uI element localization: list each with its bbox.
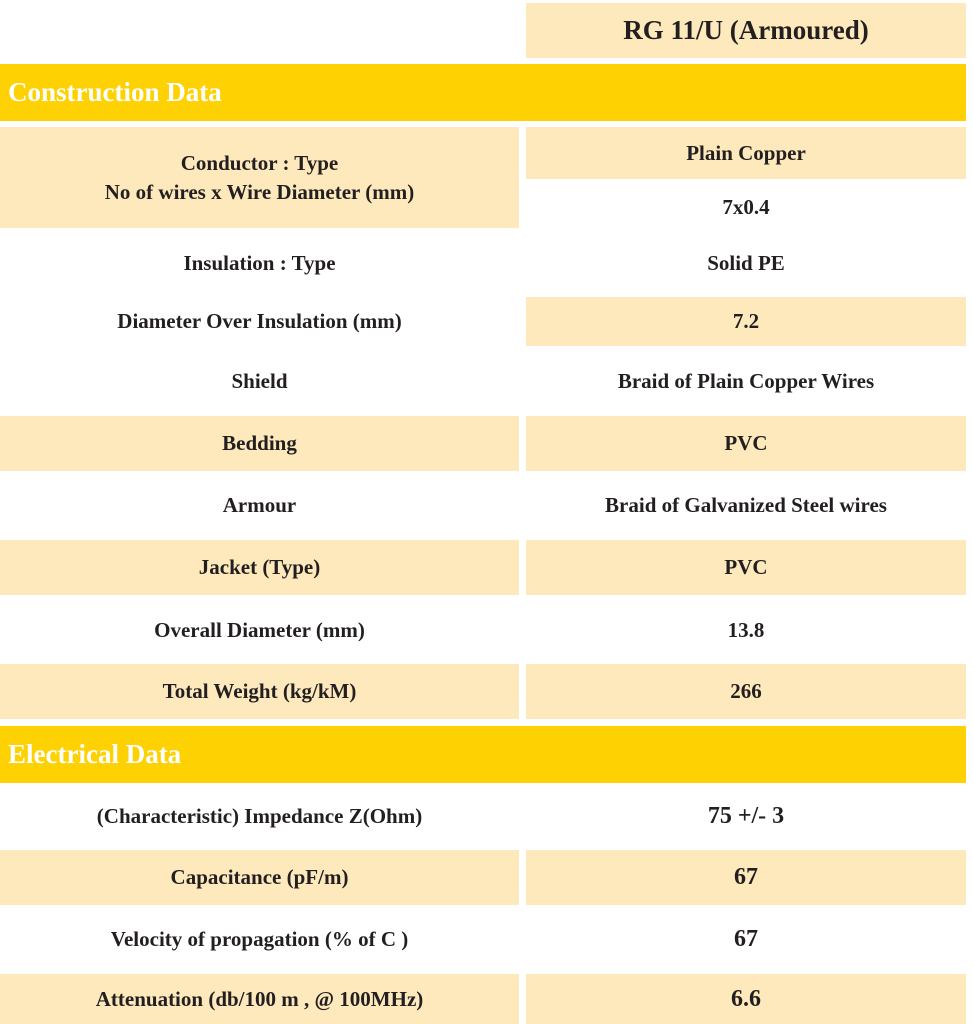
conductor-wires-value: 7x0.4 [722, 194, 770, 219]
velocity-value: 67 [734, 926, 758, 952]
jacket-label: Jacket (Type) [0, 540, 519, 595]
capacitance-value: 67 [526, 850, 966, 905]
impedance-value: 75 +/- 3 [707, 802, 785, 829]
total-weight-value: 266 [526, 664, 966, 719]
conductor-label-line1: Conductor : Type [180, 150, 339, 175]
conductor-label [0, 127, 519, 228]
overall-diameter-label: Overall Diameter (mm) [154, 617, 365, 642]
dia-insulation-label: Diameter Over Insulation (mm) [117, 309, 402, 333]
bedding-value: PVC [526, 416, 966, 471]
shield-label: Shield [231, 368, 288, 393]
capacitance-label: Capacitance (pF/m) [0, 850, 519, 905]
overall-diameter-value: 13.8 [727, 617, 765, 642]
conductor-label-line2: No of wires x Wire Diameter (mm) [104, 179, 415, 204]
total-weight-label: Total Weight (kg/kM) [0, 664, 519, 719]
velocity-label: Velocity of propagation (% of C ) [110, 927, 409, 951]
dia-insulation-value: 7.2 [526, 297, 966, 346]
impedance-label: (Characteristic) Impedance Z(Ohm) [96, 803, 423, 828]
attenuation-value: 6.6 [526, 974, 966, 1024]
shield-value: Braid of Plain Copper Wires [617, 368, 875, 393]
armour-label: Armour [222, 493, 297, 517]
section-header-electrical: Electrical Data [0, 726, 966, 783]
insulation-value: Solid PE [707, 250, 785, 275]
armour-value: Braid of Galvanized Steel wires [605, 493, 887, 517]
jacket-value: PVC [526, 540, 966, 595]
section-header-construction: Construction Data [0, 64, 966, 121]
insulation-label: Insulation : Type [183, 250, 336, 275]
bedding-label: Bedding [0, 416, 519, 471]
conductor-type-value: Plain Copper [526, 127, 966, 179]
attenuation-label: Attenuation (db/100 m , @ 100MHz) [0, 974, 519, 1024]
table-title: RG 11/U (Armoured) [526, 3, 966, 58]
